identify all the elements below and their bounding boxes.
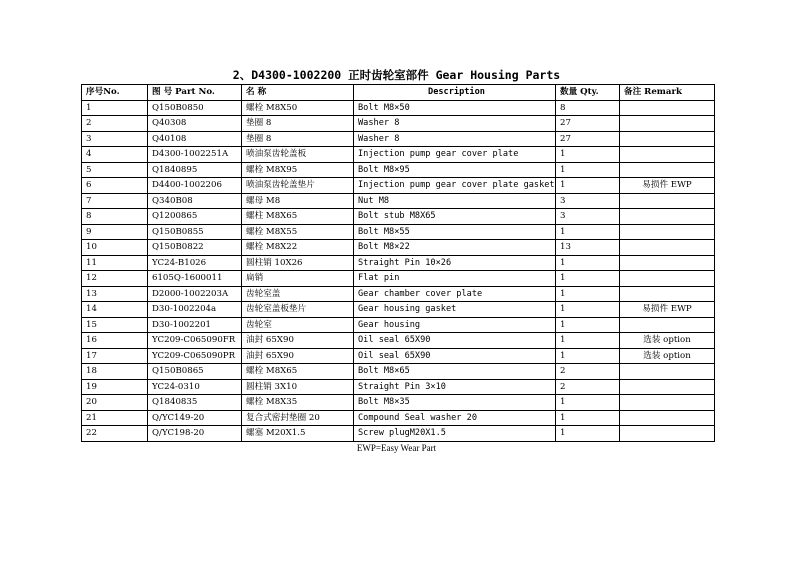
- cell-part-no: YC24-0310: [148, 379, 242, 395]
- cell-part-no: Q1840895: [148, 162, 242, 178]
- table-row: [82, 333, 715, 349]
- header-qty: 数量 Qty.: [556, 85, 620, 101]
- cell-no: 14: [82, 302, 148, 318]
- cell-remark: 易损件 EWP: [620, 302, 715, 318]
- cell-qty: 1: [556, 162, 620, 178]
- cell-remark: [620, 131, 715, 147]
- cell-qty: 1: [556, 255, 620, 271]
- cell-name: 齿轮室: [242, 317, 354, 333]
- cell-qty: 2: [556, 379, 620, 395]
- cell-part-no: Q40308: [148, 116, 242, 132]
- table-row: [82, 193, 715, 209]
- header-description: Description: [354, 85, 556, 101]
- cell-part-no: D4400-1002206: [148, 178, 242, 194]
- table-row: [82, 178, 715, 194]
- cell-name: 齿轮室盖: [242, 286, 354, 302]
- cell-name: 螺栓 M8X22: [242, 240, 354, 256]
- cell-remark: [620, 147, 715, 163]
- table-row: [82, 116, 715, 132]
- cell-name: 螺栓 M8X55: [242, 224, 354, 240]
- cell-no: 1: [82, 100, 148, 116]
- cell-remark: [620, 286, 715, 302]
- cell-description: Bolt M8×55: [354, 224, 556, 240]
- table-row: [82, 255, 715, 271]
- cell-description: Oil seal 65X90: [354, 333, 556, 349]
- cell-description: Injection pump gear cover plate: [354, 147, 556, 163]
- cell-qty: 8: [556, 100, 620, 116]
- cell-remark: [620, 240, 715, 256]
- cell-description: Injection pump gear cover plate gasket: [354, 178, 556, 194]
- cell-name: 垫圈 8: [242, 116, 354, 132]
- table-row: [82, 271, 715, 287]
- table-row: [82, 426, 715, 442]
- cell-description: Flat pin: [354, 271, 556, 287]
- header-name: 名 称: [242, 85, 354, 101]
- cell-no: 8: [82, 209, 148, 225]
- cell-no: 2: [82, 116, 148, 132]
- cell-description: Nut M8: [354, 193, 556, 209]
- table-row: [82, 302, 715, 318]
- cell-part-no: Q340B08: [148, 193, 242, 209]
- cell-description: Gear chamber cover plate: [354, 286, 556, 302]
- cell-remark: [620, 410, 715, 426]
- cell-description: Washer 8: [354, 116, 556, 132]
- cell-qty: 1: [556, 333, 620, 349]
- cell-name: 齿轮室盖板垫片: [242, 302, 354, 318]
- cell-no: 15: [82, 317, 148, 333]
- cell-remark: [620, 193, 715, 209]
- cell-description: Bolt M8×35: [354, 395, 556, 411]
- cell-description: Compound Seal washer 20: [354, 410, 556, 426]
- cell-description: Bolt stub M8X65: [354, 209, 556, 225]
- table-row: [82, 395, 715, 411]
- cell-remark: 选装 option: [620, 348, 715, 364]
- cell-remark: [620, 100, 715, 116]
- table-row: [82, 100, 715, 116]
- page-title: 2、D4300-1002200 正时齿轮室部件 Gear Housing Parts: [232, 68, 561, 82]
- cell-part-no: D30-1002201: [148, 317, 242, 333]
- cell-description: Gear housing: [354, 317, 556, 333]
- cell-qty: 1: [556, 286, 620, 302]
- cell-qty: 2: [556, 364, 620, 380]
- header-no: 序号No.: [82, 85, 148, 101]
- cell-name: 油封 65X90: [242, 333, 354, 349]
- cell-remark: [620, 317, 715, 333]
- cell-part-no: Q150B0850: [148, 100, 242, 116]
- cell-part-no: Q1200865: [148, 209, 242, 225]
- cell-no: 12: [82, 271, 148, 287]
- cell-part-no: D4300-1002251A: [148, 147, 242, 163]
- header-remark: 备注 Remark: [620, 85, 715, 101]
- table-row: [82, 147, 715, 163]
- cell-name: 喷油泵齿轮盖板: [242, 147, 354, 163]
- table-header-row: [82, 85, 715, 101]
- cell-part-no: 6105Q-1600011: [148, 271, 242, 287]
- cell-no: 11: [82, 255, 148, 271]
- cell-description: Gear housing gasket: [354, 302, 556, 318]
- cell-no: 6: [82, 178, 148, 194]
- cell-name: 螺母 M8: [242, 193, 354, 209]
- cell-description: Bolt M8×95: [354, 162, 556, 178]
- cell-remark: 选装 option: [620, 333, 715, 349]
- cell-part-no: Q150B0822: [148, 240, 242, 256]
- cell-qty: 1: [556, 178, 620, 194]
- cell-part-no: Q1840835: [148, 395, 242, 411]
- cell-remark: [620, 224, 715, 240]
- cell-description: Straight Pin 3×10: [354, 379, 556, 395]
- cell-description: Bolt M8×50: [354, 100, 556, 116]
- cell-name: 螺栓 M8X35: [242, 395, 354, 411]
- cell-part-no: Q/YC149-20: [148, 410, 242, 426]
- table-row: [82, 317, 715, 333]
- cell-no: 10: [82, 240, 148, 256]
- cell-qty: 1: [556, 271, 620, 287]
- cell-no: 18: [82, 364, 148, 380]
- cell-name: 圆柱销 3X10: [242, 379, 354, 395]
- table-row: [82, 209, 715, 225]
- cell-name: 螺栓 M8X50: [242, 100, 354, 116]
- cell-part-no: D2000-1002203A: [148, 286, 242, 302]
- cell-remark: [620, 255, 715, 271]
- cell-no: 3: [82, 131, 148, 147]
- cell-qty: 1: [556, 410, 620, 426]
- cell-no: 9: [82, 224, 148, 240]
- cell-qty: 27: [556, 131, 620, 147]
- cell-part-no: Q/YC198-20: [148, 426, 242, 442]
- table-row: [82, 286, 715, 302]
- cell-description: Bolt M8×65: [354, 364, 556, 380]
- cell-part-no: Q40108: [148, 131, 242, 147]
- cell-remark: [620, 364, 715, 380]
- cell-qty: 3: [556, 209, 620, 225]
- cell-name: 螺柱 M8X65: [242, 209, 354, 225]
- table-row: [82, 162, 715, 178]
- cell-no: 7: [82, 193, 148, 209]
- cell-qty: 1: [556, 224, 620, 240]
- cell-remark: [620, 271, 715, 287]
- cell-remark: 易损件 EWP: [620, 178, 715, 194]
- cell-part-no: Q150B0855: [148, 224, 242, 240]
- cell-description: Bolt M8×22: [354, 240, 556, 256]
- table-row: [82, 240, 715, 256]
- table-row: [82, 224, 715, 240]
- cell-name: 螺栓 M8X95: [242, 162, 354, 178]
- cell-no: 5: [82, 162, 148, 178]
- cell-name: 垫圈 8: [242, 131, 354, 147]
- cell-remark: [620, 116, 715, 132]
- cell-name: 扁销: [242, 271, 354, 287]
- cell-no: 16: [82, 333, 148, 349]
- cell-description: Screw plugM20X1.5: [354, 426, 556, 442]
- cell-no: 17: [82, 348, 148, 364]
- cell-qty: 3: [556, 193, 620, 209]
- cell-part-no: YC24-B1026: [148, 255, 242, 271]
- cell-no: 22: [82, 426, 148, 442]
- footnote: EWP=Easy Wear Part: [356, 443, 437, 453]
- cell-no: 19: [82, 379, 148, 395]
- cell-part-no: YC209-C065090PR: [148, 348, 242, 364]
- cell-name: 喷油泵齿轮盖垫片: [242, 178, 354, 194]
- cell-name: 油封 65X90: [242, 348, 354, 364]
- cell-qty: 1: [556, 426, 620, 442]
- table-row: [82, 348, 715, 364]
- cell-qty: 1: [556, 302, 620, 318]
- table-row: [82, 364, 715, 380]
- cell-description: Oil seal 65X90: [354, 348, 556, 364]
- cell-description: Straight Pin 10×26: [354, 255, 556, 271]
- cell-qty: 13: [556, 240, 620, 256]
- cell-remark: [620, 209, 715, 225]
- cell-name: 复合式密封垫圈 20: [242, 410, 354, 426]
- cell-remark: [620, 426, 715, 442]
- cell-no: 21: [82, 410, 148, 426]
- cell-remark: [620, 395, 715, 411]
- table-row: [82, 131, 715, 147]
- table-row: [82, 410, 715, 426]
- cell-no: 4: [82, 147, 148, 163]
- cell-part-no: D30-1002204a: [148, 302, 242, 318]
- cell-qty: 1: [556, 395, 620, 411]
- cell-qty: 27: [556, 116, 620, 132]
- cell-part-no: YC209-C065090FR: [148, 333, 242, 349]
- header-part-no: 图 号 Part No.: [148, 85, 242, 101]
- cell-name: 螺栓 M8X65: [242, 364, 354, 380]
- cell-qty: 1: [556, 147, 620, 163]
- cell-no: 13: [82, 286, 148, 302]
- parts-table: [81, 84, 715, 442]
- cell-name: 圆柱销 10X26: [242, 255, 354, 271]
- cell-qty: 1: [556, 317, 620, 333]
- cell-part-no: Q150B0865: [148, 364, 242, 380]
- cell-description: Washer 8: [354, 131, 556, 147]
- cell-qty: 1: [556, 348, 620, 364]
- table-row: [82, 379, 715, 395]
- cell-no: 20: [82, 395, 148, 411]
- cell-remark: [620, 379, 715, 395]
- cell-name: 螺塞 M20X1.5: [242, 426, 354, 442]
- cell-remark: [620, 162, 715, 178]
